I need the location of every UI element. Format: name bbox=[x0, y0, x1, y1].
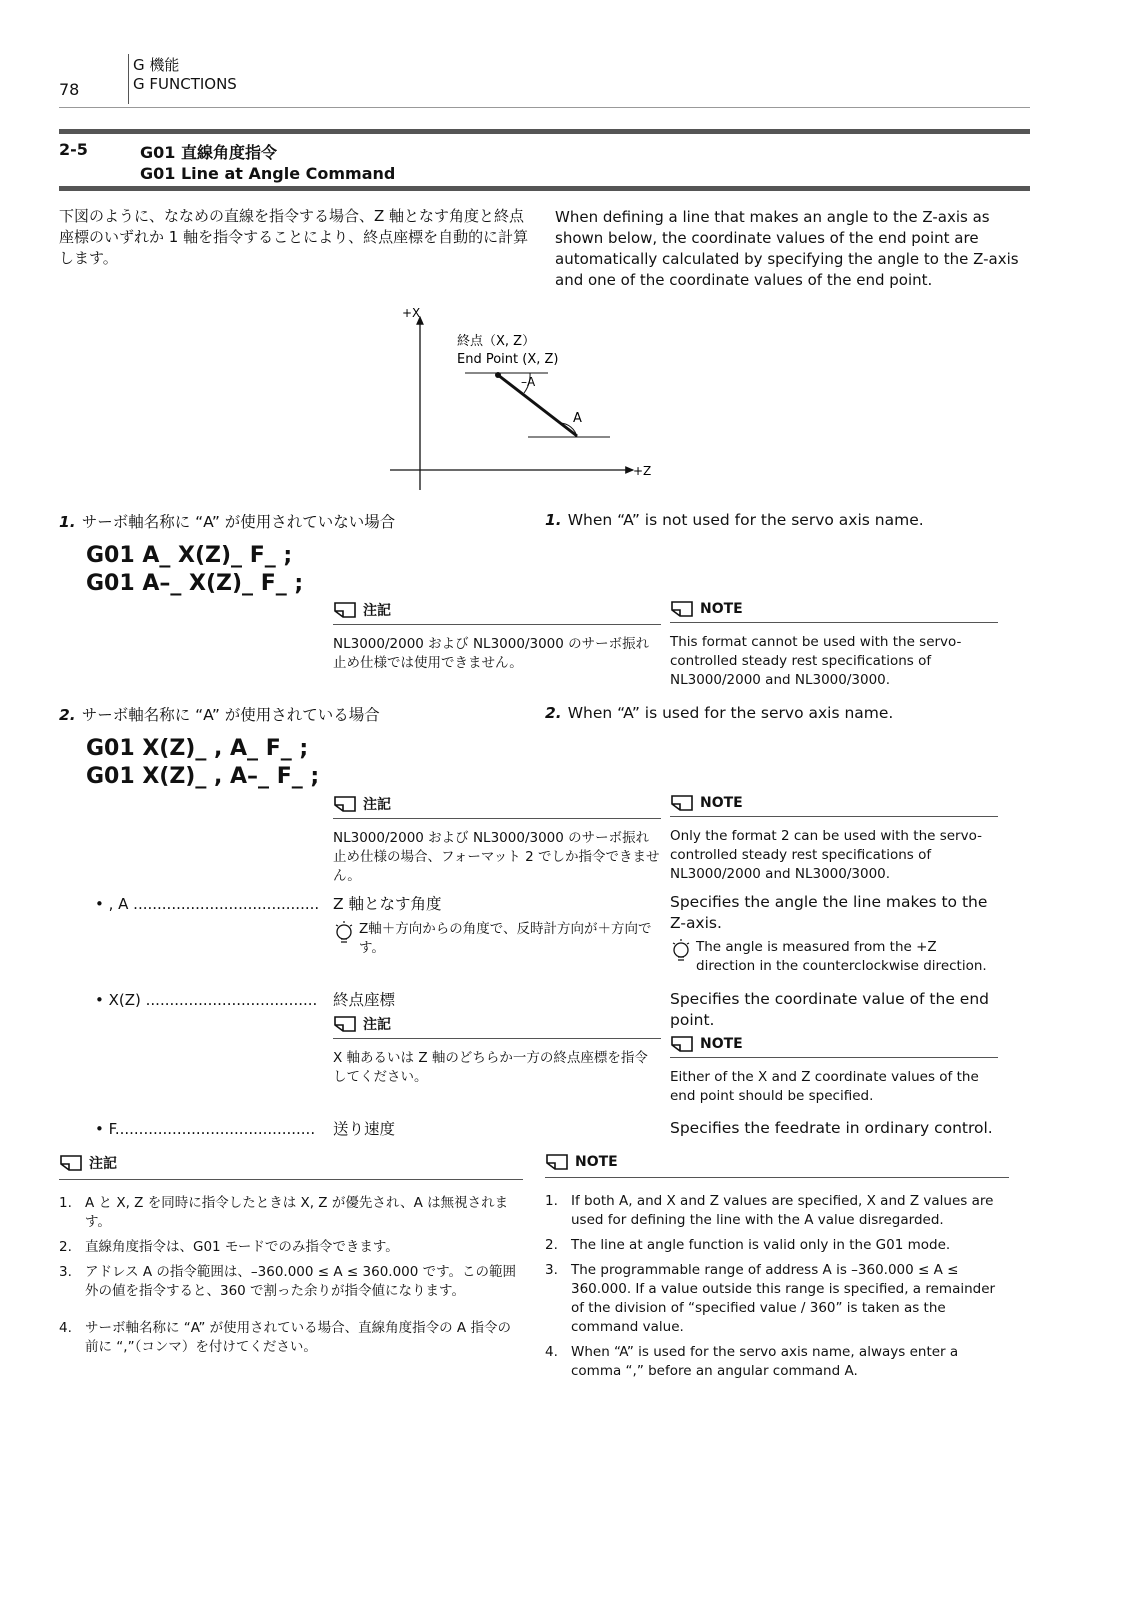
note-rule bbox=[333, 624, 661, 625]
list-item: 3. The programmable range of address A is –360.000 ≤ A ≤ 360.000. If a value outside this range is specified, a remainder of the division of “specified value / 360” is taken as the command value. bbox=[545, 1262, 996, 1335]
note-text: Either of the X and Z coordinate values of the end point should be specified. bbox=[670, 1069, 979, 1104]
format-2b: G01 X(Z)_ , A–_ F_ ; bbox=[86, 764, 320, 789]
list-item: 1. If both A, and X and Z values are specified, X and Z values are used for defining the line with the A value disregarded. bbox=[545, 1193, 994, 1228]
item-2-en: 2. When “A” is used for the servo axis name. bbox=[545, 704, 894, 722]
note-header: 注記 bbox=[333, 794, 661, 814]
note-header: 注記 bbox=[333, 1014, 661, 1034]
format-1b: G01 A–_ X(Z)_ F_ ; bbox=[86, 571, 304, 596]
section-top-bar bbox=[59, 129, 1030, 134]
note-1-jp bbox=[333, 600, 661, 673]
param-a-jp: Z 軸となす角度 bbox=[333, 895, 442, 913]
param-f-name: • F.......................................... bbox=[95, 1120, 316, 1138]
note-icon bbox=[670, 794, 694, 812]
param-xz-name: • X(Z) .................................... bbox=[95, 991, 318, 1009]
note-3-en bbox=[670, 1035, 998, 1106]
param-f-en: Specifies the feedrate in ordinary control. bbox=[670, 1119, 993, 1137]
list-item: 2. The line at angle function is valid only in the G01 mode. bbox=[545, 1237, 951, 1253]
header-rule bbox=[59, 107, 1030, 108]
note-rule bbox=[670, 622, 998, 623]
param-xz-en: Specifies the coordinate value of the end point. bbox=[670, 990, 989, 1029]
angle-diagram bbox=[380, 305, 670, 505]
note-icon bbox=[545, 1153, 569, 1171]
note-header: 注記 bbox=[59, 1153, 523, 1173]
param-f-jp: 送り速度 bbox=[333, 1120, 396, 1138]
note-header: NOTE bbox=[670, 1035, 998, 1053]
note-2-jp bbox=[333, 794, 661, 886]
note-2-en bbox=[670, 794, 998, 884]
note-icon bbox=[333, 795, 357, 813]
tip-text: The angle is measured from the +Z direction in the counterclockwise direction. bbox=[696, 939, 987, 974]
note-rule bbox=[333, 818, 661, 819]
final-notes-en bbox=[545, 1153, 1009, 1381]
section-title-en: G01 Line at Angle Command bbox=[140, 164, 396, 183]
note-rule bbox=[333, 1038, 661, 1039]
section-title-jp: G01 直線角度指令 bbox=[140, 143, 277, 162]
intro-en: When defining a line that makes an angle to the Z-axis as shown below, the coordinate values of the end point are automatically calculated by specifying the angle to the Z-axis and one of the coordinate values of the end point. bbox=[555, 208, 1019, 289]
item-2-jp: 2. サーボ軸名称に “A” が使用されている場合 bbox=[59, 706, 380, 724]
section-bottom-bar bbox=[59, 186, 1030, 191]
item-1-jp: 1. サーボ軸名称に “A” が使用されていない場合 bbox=[59, 513, 396, 531]
note-rule bbox=[59, 1179, 523, 1180]
neg-angle-label: –A bbox=[521, 375, 536, 389]
item-1-en: 1. When “A” is not used for the servo axis name. bbox=[545, 511, 924, 529]
format-1a: G01 A_ X(Z)_ F_ ; bbox=[86, 543, 293, 568]
note-rule bbox=[545, 1177, 1009, 1178]
end-point-dot bbox=[495, 372, 501, 378]
lightbulb-icon bbox=[670, 938, 692, 964]
lightbulb-icon bbox=[333, 920, 355, 946]
note-rule bbox=[670, 1057, 998, 1058]
note-text: NL3000/2000 および NL3000/3000 のサーボ振れ止め仕様では使用できません。 bbox=[333, 636, 650, 671]
list-item: 1. A と X, Z を同時に指令したときは X, Z が優先され、A は無視されます。 bbox=[59, 1195, 509, 1230]
note-header: NOTE bbox=[545, 1153, 1009, 1171]
x-axis-label: +X bbox=[402, 306, 421, 320]
list-item: 4. When “A” is used for the servo axis name, always enter a comma “,” before an angular command A. bbox=[545, 1344, 959, 1379]
z-axis-label: +Z bbox=[633, 464, 652, 478]
note-3-jp bbox=[333, 1014, 661, 1087]
note-header: NOTE bbox=[670, 794, 998, 812]
header-title-en: G FUNCTIONS bbox=[133, 75, 237, 93]
end-point-label-jp: 終点（X, Z） bbox=[457, 334, 536, 349]
note-1-en bbox=[670, 600, 998, 690]
angle-line bbox=[498, 375, 577, 436]
note-icon bbox=[670, 1035, 694, 1053]
section-number: 2-5 bbox=[59, 140, 88, 159]
tip-text: Z軸＋方向からの角度で、反時計方向が＋方向です。 bbox=[359, 921, 652, 956]
note-rule bbox=[670, 816, 998, 817]
note-icon bbox=[59, 1154, 83, 1172]
note-text: This format cannot be used with the servo-controlled steady rest specifications of NL3000/2000 and NL3000/3000. bbox=[670, 634, 962, 688]
note-header: 注記 bbox=[333, 600, 661, 620]
angle-label: A bbox=[573, 411, 582, 426]
note-text: X 軸あるいは Z 軸のどちらか一方の終点座標を指令してください。 bbox=[333, 1050, 648, 1085]
list-item: 4. サーボ軸名称に “A” が使用されている場合、直線角度指令の A 指令の前に “,”（コンマ）を付けてください。 bbox=[59, 1320, 511, 1355]
note-text: Only the format 2 can be used with the servo-controlled steady rest specifications of NL3000/2000 and NL3000/3000. bbox=[670, 828, 982, 882]
param-a-name: • , A ....................................... bbox=[95, 895, 320, 913]
final-notes-jp bbox=[59, 1153, 523, 1357]
param-a-en: Specifies the angle the line makes to the Z-axis. bbox=[670, 893, 988, 932]
param-a-tip-jp bbox=[333, 920, 663, 958]
header-title-jp: G 機能 bbox=[133, 56, 180, 74]
note-icon bbox=[333, 1015, 357, 1033]
note-text: NL3000/2000 および NL3000/3000 のサーボ振れ止め仕様の場合、フォーマット 2 でしか指令できません。 bbox=[333, 830, 660, 884]
param-xz-jp: 終点座標 bbox=[333, 991, 396, 1009]
format-2a: G01 X(Z)_ , A_ F_ ; bbox=[86, 736, 309, 761]
list-item: 3. アドレス A の指令範囲は、–360.000 ≤ A ≤ 360.000 です。この範囲外の値を指令すると、360 で割った余りが指令値になります。 bbox=[59, 1264, 517, 1299]
end-point-label-en: End Point (X, Z) bbox=[457, 352, 559, 367]
param-a-tip-en bbox=[670, 938, 1000, 976]
note-icon bbox=[670, 600, 694, 618]
note-header: NOTE bbox=[670, 600, 998, 618]
list-item: 2. 直線角度指令は、G01 モードでのみ指令できます。 bbox=[59, 1239, 399, 1255]
note-icon bbox=[333, 601, 357, 619]
intro-jp: 下図のように、ななめの直線を指令する場合、Z 軸となす角度と終点座標のいずれか 1 軸を指令することにより、終点座標を自動的に計算します。 bbox=[59, 207, 529, 267]
page-number: 78 bbox=[59, 80, 80, 99]
header-divider bbox=[128, 54, 129, 104]
